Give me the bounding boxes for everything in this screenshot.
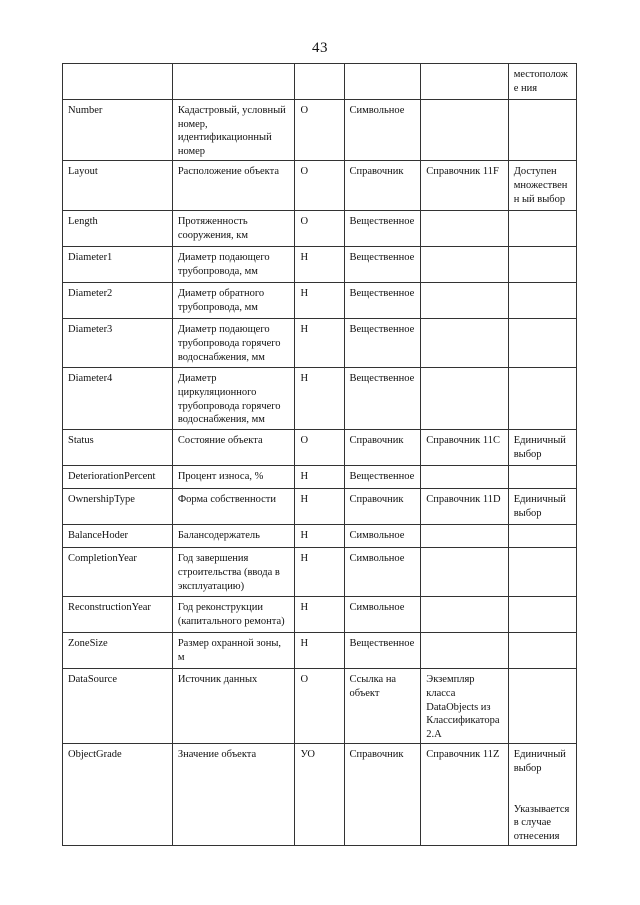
attr-desc-cell: Источник данных — [172, 669, 295, 744]
attr-ref-cell — [421, 525, 508, 548]
attr-req-cell: Н — [295, 283, 344, 319]
attr-note-cell — [508, 100, 576, 161]
attr-desc-cell: Диаметр циркуляционного трубопровода горячего водоснабжения, мм — [172, 368, 295, 430]
attr-type-cell — [344, 64, 421, 100]
attr-ref-cell — [421, 100, 508, 161]
table-row — [63, 466, 577, 489]
attr-type-cell: Вещественное — [344, 466, 421, 489]
attr-type-cell: Справочник — [344, 744, 421, 846]
attr-type-cell: Вещественное — [344, 368, 421, 430]
attr-ref-cell: Справочник 11C — [421, 430, 508, 466]
attr-req-cell: О — [295, 669, 344, 744]
table-row — [63, 161, 577, 211]
attr-req-cell: Н — [295, 247, 344, 283]
attr-desc-cell: Диаметр подающего трубопровода, мм — [172, 247, 295, 283]
attr-ref-cell: Экземпляр класса DataObjects из Классификатора 2.A — [421, 669, 508, 744]
attr-note-cell — [508, 633, 576, 669]
attr-ref-cell — [421, 211, 508, 247]
attr-name-cell: Length — [63, 211, 173, 247]
attr-desc-cell: Расположение объекта — [172, 161, 295, 211]
attr-type-cell: Ссылка на объект — [344, 669, 421, 744]
attr-note-cell — [508, 466, 576, 489]
attr-desc-cell: Состояние объекта — [172, 430, 295, 466]
attr-type-cell: Справочник — [344, 161, 421, 211]
attr-req-cell: УО — [295, 744, 344, 846]
attr-ref-cell — [421, 597, 508, 633]
attr-name-cell: Number — [63, 100, 173, 161]
attr-name-cell: ReconstructionYear — [63, 597, 173, 633]
attr-name-cell: Layout — [63, 161, 173, 211]
attr-desc-cell: Диаметр обратного трубопровода, мм — [172, 283, 295, 319]
attr-req-cell: Н — [295, 368, 344, 430]
attr-type-cell: Вещественное — [344, 283, 421, 319]
attr-req-cell: О — [295, 430, 344, 466]
table-row — [63, 283, 577, 319]
attr-desc-cell: Форма собственности — [172, 489, 295, 525]
table-row — [63, 64, 577, 100]
attr-note-cell — [508, 525, 576, 548]
attr-type-cell: Символьное — [344, 597, 421, 633]
attr-note-cell — [508, 368, 576, 430]
attr-note-cell: местоположе ния — [508, 64, 576, 100]
attr-note-cell — [508, 283, 576, 319]
attr-ref-cell: Справочник 11F — [421, 161, 508, 211]
attr-note-cell: Единичный выбор — [508, 430, 576, 466]
attr-ref-cell — [421, 64, 508, 100]
attr-name-cell: Diameter3 — [63, 319, 173, 368]
attr-note-cell — [508, 548, 576, 597]
attr-note-cell — [508, 319, 576, 368]
attr-name-cell: Diameter2 — [63, 283, 173, 319]
attr-req-cell — [295, 64, 344, 100]
attr-desc-cell: Балансодержатель — [172, 525, 295, 548]
attr-type-cell: Вещественное — [344, 633, 421, 669]
attr-req-cell: О — [295, 161, 344, 211]
attr-req-cell: Н — [295, 525, 344, 548]
table-row — [63, 430, 577, 466]
table-row — [63, 211, 577, 247]
attr-name-cell: Diameter1 — [63, 247, 173, 283]
attr-desc-cell: Протяженность сооружения, км — [172, 211, 295, 247]
attr-name-cell — [63, 64, 173, 100]
attr-req-cell: Н — [295, 633, 344, 669]
table-row — [63, 597, 577, 633]
attr-type-cell: Символьное — [344, 525, 421, 548]
note-spacer — [514, 776, 571, 803]
attr-req-cell: Н — [295, 548, 344, 597]
attr-desc-cell: Год реконструкции (капитального ремонта) — [172, 597, 295, 633]
table-row — [63, 368, 577, 430]
attr-note-cell: Доступен множественн ый выбор — [508, 161, 576, 211]
attr-note-cell: Единичный выбор — [508, 489, 576, 525]
attr-note-cell — [508, 744, 576, 846]
attr-req-cell: Н — [295, 466, 344, 489]
attr-ref-cell — [421, 548, 508, 597]
attr-type-cell: Вещественное — [344, 247, 421, 283]
attr-req-cell: О — [295, 100, 344, 161]
attr-name-cell: DataSource — [63, 669, 173, 744]
page-number: 43 — [312, 40, 328, 56]
attr-note-cell — [508, 669, 576, 744]
attr-name-cell: OwnershipType — [63, 489, 173, 525]
attr-name-cell: Diameter4 — [63, 368, 173, 430]
attr-note-cell — [508, 247, 576, 283]
attr-ref-cell: Справочник 11Z — [421, 744, 508, 846]
attr-type-cell: Справочник — [344, 430, 421, 466]
attr-ref-cell — [421, 466, 508, 489]
attr-desc-cell: Кадастровый, условный номер, идентификационный номер — [172, 100, 295, 161]
attr-req-cell: Н — [295, 489, 344, 525]
note-text-secondary: Указывается в случае отнесения — [513, 803, 570, 842]
attr-desc-cell: Год завершения строительства (ввода в эксплуатацию) — [172, 548, 295, 597]
attr-desc-cell: Размер охранной зоны, м — [172, 633, 295, 669]
attr-desc-cell: Значение объекта — [172, 744, 295, 846]
attr-type-cell: Вещественное — [344, 319, 421, 368]
attr-req-cell: Н — [295, 597, 344, 633]
attr-type-cell: Справочник — [344, 489, 421, 525]
attribute-table — [62, 63, 577, 846]
table-row — [63, 669, 577, 744]
attr-name-cell: ObjectGrade — [63, 744, 173, 846]
attr-type-cell: Символьное — [344, 100, 421, 161]
attr-name-cell: ZoneSize — [63, 633, 173, 669]
attr-name-cell: CompletionYear — [63, 548, 173, 597]
attr-type-cell: Символьное — [344, 548, 421, 597]
attr-name-cell: DeteriorationPercent — [63, 466, 173, 489]
attr-ref-cell — [421, 283, 508, 319]
attr-note-cell — [508, 597, 576, 633]
attr-req-cell: Н — [295, 319, 344, 368]
attr-name-cell: Status — [63, 430, 173, 466]
table-row — [63, 100, 577, 161]
table-row — [63, 525, 577, 548]
attr-ref-cell — [421, 319, 508, 368]
table-row — [63, 319, 577, 368]
table-row — [63, 633, 577, 669]
attr-desc-cell: Диаметр подающего трубопровода горячего водоснабжения, мм — [172, 319, 295, 368]
attr-name-cell: BalanceHoder — [63, 525, 173, 548]
note-text: Единичный выбор — [513, 749, 566, 774]
attr-note-cell — [508, 211, 576, 247]
attr-req-cell: О — [295, 211, 344, 247]
attr-ref-cell — [421, 633, 508, 669]
table-row — [63, 247, 577, 283]
table-row — [63, 548, 577, 597]
attr-ref-cell: Справочник 11D — [421, 489, 508, 525]
attr-ref-cell — [421, 368, 508, 430]
table-row — [63, 489, 577, 525]
attr-desc-cell: Процент износа, % — [172, 466, 295, 489]
attr-type-cell: Вещественное — [344, 211, 421, 247]
table-row — [63, 744, 577, 846]
attr-desc-cell — [172, 64, 295, 100]
attr-ref-cell — [421, 247, 508, 283]
